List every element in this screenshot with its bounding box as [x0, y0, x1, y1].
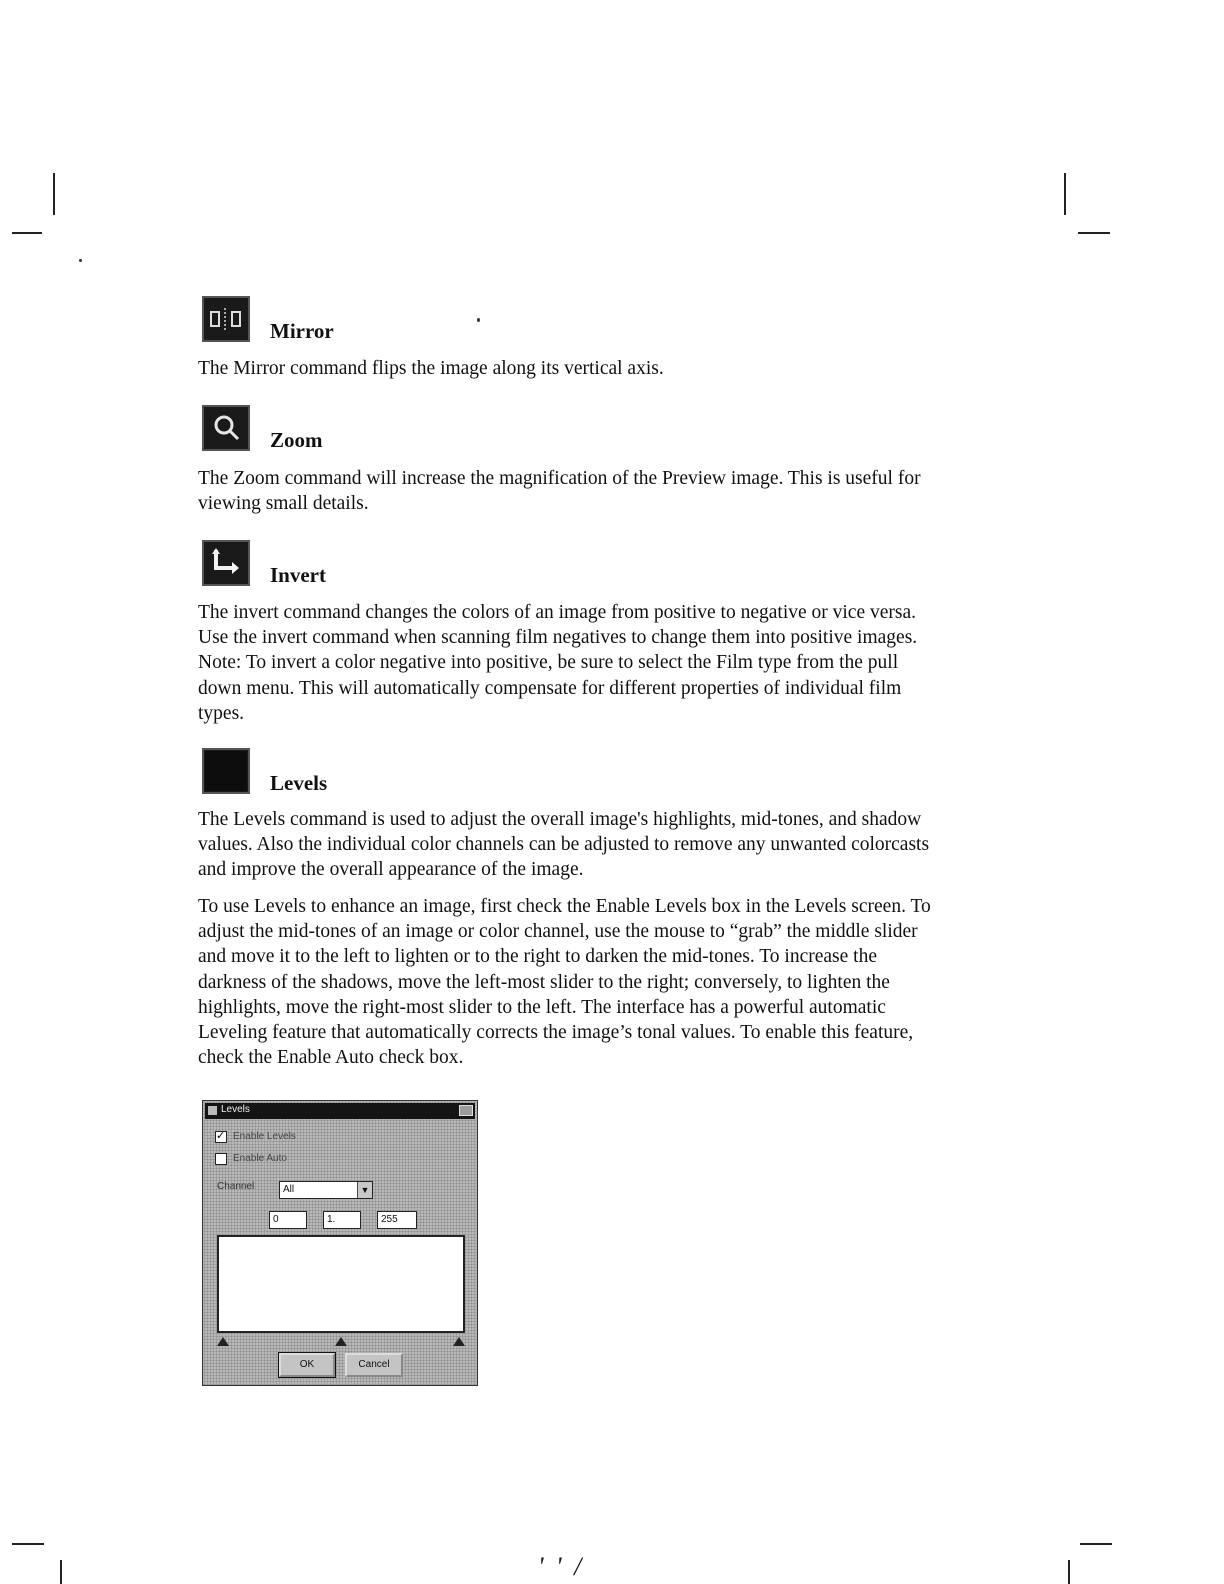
levels-dialog — [202, 1100, 478, 1386]
levels-slider-track[interactable] — [217, 1337, 465, 1347]
section-heading: Invert — [270, 563, 326, 587]
cancel-button[interactable]: Cancel — [345, 1353, 403, 1377]
midtone-input[interactable]: 1. — [323, 1211, 361, 1229]
channel-label: Channel — [217, 1181, 255, 1192]
channel-select[interactable] — [279, 1181, 373, 1199]
section-paragraph: The invert command changes the colors of an image from positive to negative or vice versa. Use the invert command when scanning film negatives to change them into positive images. Note: To invert a color negative into positive, be sure to select the Film type from the pull down menu. This will automatically compensate for different properties of individual film types. — [198, 602, 918, 724]
zoom-icon — [202, 405, 250, 451]
shadow-slider-handle[interactable] — [217, 1337, 229, 1346]
app-icon — [208, 1106, 217, 1115]
enable-levels-label: Enable Levels — [233, 1131, 296, 1142]
section-zoom-header — [202, 405, 542, 453]
section-heading: Zoom — [270, 428, 323, 452]
enable-levels-row — [215, 1131, 365, 1145]
shadow-input[interactable]: 0 — [269, 1211, 307, 1229]
section-heading: Levels — [270, 771, 328, 795]
section-levels-header — [202, 748, 542, 796]
crop-mark-top-left-horizontal — [12, 232, 42, 234]
crop-mark-bottom-right-horizontal — [1080, 1543, 1112, 1545]
highlight-input[interactable]: 255 — [377, 1211, 417, 1229]
ok-button[interactable]: OK — [279, 1353, 335, 1377]
close-icon[interactable] — [459, 1105, 473, 1116]
invert-icon — [202, 540, 250, 586]
levels-icon — [202, 748, 250, 794]
scan-speck — [79, 259, 82, 262]
chevron-down-icon[interactable]: ▼ — [357, 1182, 372, 1198]
crop-mark-bottom-right-vertical — [1068, 1560, 1070, 1584]
highlight-slider-handle[interactable] — [453, 1337, 465, 1346]
dialog-title: Levels — [221, 1104, 250, 1115]
enable-auto-checkbox[interactable] — [215, 1153, 227, 1165]
section-invert-header — [202, 540, 542, 588]
enable-auto-row — [215, 1153, 365, 1167]
section-paragraph: The Levels command is used to adjust the overall image's highlights, mid-tones, and shadow values. Also the individual color channels can be adjusted to remove any unwanted colorcasts and improve the overall appearance of the image. — [198, 809, 930, 881]
section-paragraph: The Mirror command flips the image along its vertical axis. — [198, 358, 664, 379]
enable-levels-checkbox[interactable] — [215, 1131, 227, 1143]
section-heading: Mirror — [270, 319, 334, 343]
crop-mark-top-right-horizontal — [1078, 232, 1110, 234]
section-paragraph: To use Levels to enhance an image, first check the Enable Levels box in the Levels screen. To adjust the mid-tones of an image or color channel, use the mouse to “grab” the middle slider and move it to the left to lighten or to the right to darken the mid-tones. To increase the darkness of the shadows, move the left-most slider to the right; conversely, to lighten the highlights, move the right-most slider to the left. The interface has a powerful automatic Leveling feature that automatically corrects the image’s tonal values. To enable this feature, check the Enable Auto check box. — [198, 896, 931, 1069]
histogram-area — [217, 1235, 465, 1333]
enable-auto-label: Enable Auto — [233, 1153, 287, 1164]
dialog-titlebar[interactable] — [205, 1103, 475, 1119]
mirror-icon — [202, 296, 250, 342]
channel-value: All — [283, 1184, 295, 1195]
crop-mark-bottom-left-vertical — [60, 1560, 62, 1584]
section-paragraph: The Zoom command will increase the magnification of the Preview image. This is useful for viewing small details. — [198, 468, 921, 515]
crop-mark-bottom-left-horizontal — [12, 1543, 44, 1545]
midtone-slider-handle[interactable] — [335, 1337, 347, 1346]
page-footer-mark: ' ' / — [538, 1552, 585, 1581]
section-mirror-header — [202, 296, 542, 344]
crop-mark-top-left-vertical — [53, 173, 55, 215]
crop-mark-top-right-vertical — [1064, 173, 1066, 215]
